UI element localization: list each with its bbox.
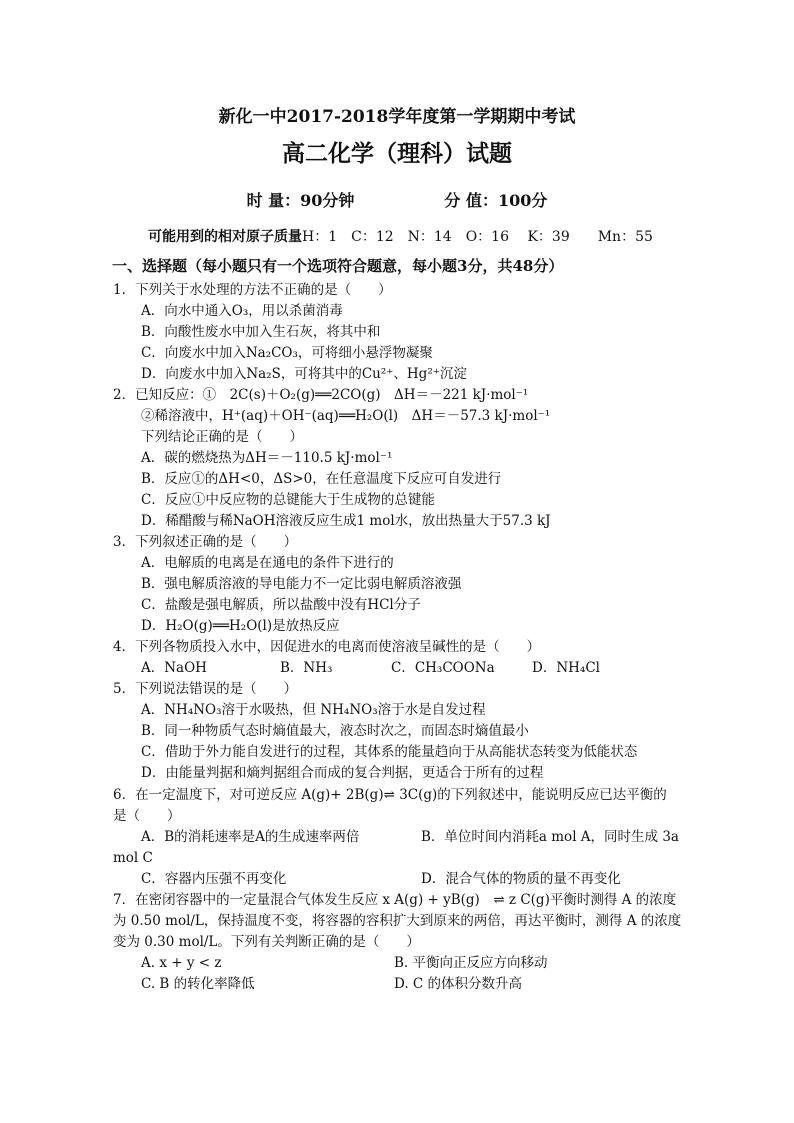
option-a: A．碳的燃烧热为ΔH＝－110.5 kJ·mol⁻¹ — [141, 450, 393, 466]
option-c: C．借助于外力能自发进行的过程，其体系的能量趋向于从高能状态转变为低能状态 — [141, 744, 638, 760]
option-d: D. C 的体积分数升高 — [394, 976, 523, 992]
option-b: B．强电解质溶液的导电能力不一定比弱电解质溶液强 — [141, 576, 462, 592]
question-stem: 5．下列说法错误的是（ ） — [113, 681, 298, 697]
option-a: A．B的消耗速率是A的生成速率两倍 — [141, 829, 360, 845]
exam-title: 新化一中2017-2018学年度第一学期期中考试 — [218, 107, 576, 127]
atomic-mass-values: H：1 C：12 N：14 O：16 K：39 Mn：55 — [302, 229, 653, 245]
option-d: D．混合气体的物质的量不再变化 — [421, 871, 621, 887]
option-d: D．向废水中加入Na₂S，可将其中的Cu²⁺、Hg²⁺沉淀 — [141, 366, 467, 382]
option-a: A．NaOH — [141, 660, 207, 676]
atomic-mass-label: 可能用到的相对原子质量 — [148, 229, 302, 245]
option-a: A．电解质的电离是在通电的条件下进行的 — [141, 555, 394, 571]
option-b: B．单位时间内消耗a mol A，同时生成 3a — [421, 829, 679, 845]
reaction-2: ②稀溶液中，H⁺(aq)＋OH⁻(aq)══H₂O(l) ΔH＝－57.3 kJ·mol⁻¹ — [141, 408, 551, 424]
question-stem-cont: 变为 0.30 mol/L。下列有关判断正确的是（ ） — [113, 934, 420, 950]
option-d: D．稀醋酸与稀NaOH溶液反应生成1 mol水，放出热量大于57.3 kJ — [141, 513, 551, 529]
time-label: 时 量：90分钟 — [246, 191, 355, 210]
score-label: 分 值：100分 — [444, 191, 548, 210]
option-a: A．NH₄NO₃溶于水吸热，但 NH₄NO₃溶于水是自发过程 — [141, 702, 486, 718]
option-a: A．向水中通入O₃，用以杀菌消毒 — [141, 303, 343, 319]
option-d: D．由能量判据和熵判据组合而成的复合判据，更适合于所有的过程 — [141, 765, 544, 781]
option-c: C. B 的转化率降低 — [141, 976, 255, 992]
question-stem-cont: 是（ ） — [113, 808, 181, 824]
option-c: C．向废水中加入Na₂CO₃，可将细小悬浮物凝聚 — [141, 345, 433, 361]
option-b: B．反应①的ΔH<0，ΔS>0，在任意温度下反应可自发进行 — [141, 471, 502, 487]
atomic-mass-line — [148, 228, 653, 246]
question-prompt: 下列结论正确的是（ ） — [141, 429, 303, 445]
option-b: B．同一种物质气态时熵值最大，液态时次之，而固态时熵值最小 — [141, 723, 529, 739]
option-b: B. 平衡向正反应方向移动 — [394, 955, 548, 971]
option-d: D．H₂O(g)══H₂O(l)是放热反应 — [141, 618, 340, 634]
question-stem-cont: 为 0.50 mol/L，保持温度不变，将容器的容积扩大到原来的两倍，再达平衡时，测得 A 的浓度 — [113, 913, 682, 929]
question-stem: 7．在密闭容器中的一定量混合气体发生反应 x A(g) + yB(g) ⇌ z C(g)平衡时测得 A 的浓度 — [113, 892, 677, 908]
option-b: B．向酸性废水中加入生石灰，将其中和 — [141, 324, 381, 340]
option-a: A. x + y < z — [141, 955, 222, 971]
option-b: B．NH₃ — [280, 660, 333, 676]
question-stem: 2．已知反应：① 2C(s)＋O₂(g)══2CO(g) ΔH＝－221 kJ·mol⁻¹ — [113, 387, 529, 403]
option-c: C．容器内压强不再变化 — [141, 871, 287, 887]
exam-meta — [0, 192, 794, 210]
option-c: C．CH₃COONa — [391, 660, 495, 676]
option-b-cont: mol C — [113, 850, 153, 866]
question-stem: 6．在一定温度下，对可逆反应 A(g)+ 2B(g)⇌ 3C(g)的下列叙述中，能说明反应已达平衡的 — [113, 787, 667, 803]
option-c: C．盐酸是强电解质，所以盐酸中没有HCl分子 — [141, 597, 421, 613]
option-d: D．NH₄Cl — [532, 660, 600, 676]
exam-subject-title: 高二化学（理科）试题 — [282, 140, 512, 167]
question-stem: 1．下列关于水处理的方法不正确的是（ ） — [113, 282, 392, 298]
question-stem: 4．下列各物质投入水中，因促进水的电离而使溶液呈碱性的是（ ） — [113, 639, 541, 655]
question-stem: 3．下列叙述正确的是（ ） — [113, 534, 298, 550]
section-heading: 一、选择题（每小题只有一个选项符合题意，每小题3分，共48分） — [112, 257, 564, 275]
option-c: C．反应①中反应物的总键能大于生成物的总键能 — [141, 492, 435, 508]
